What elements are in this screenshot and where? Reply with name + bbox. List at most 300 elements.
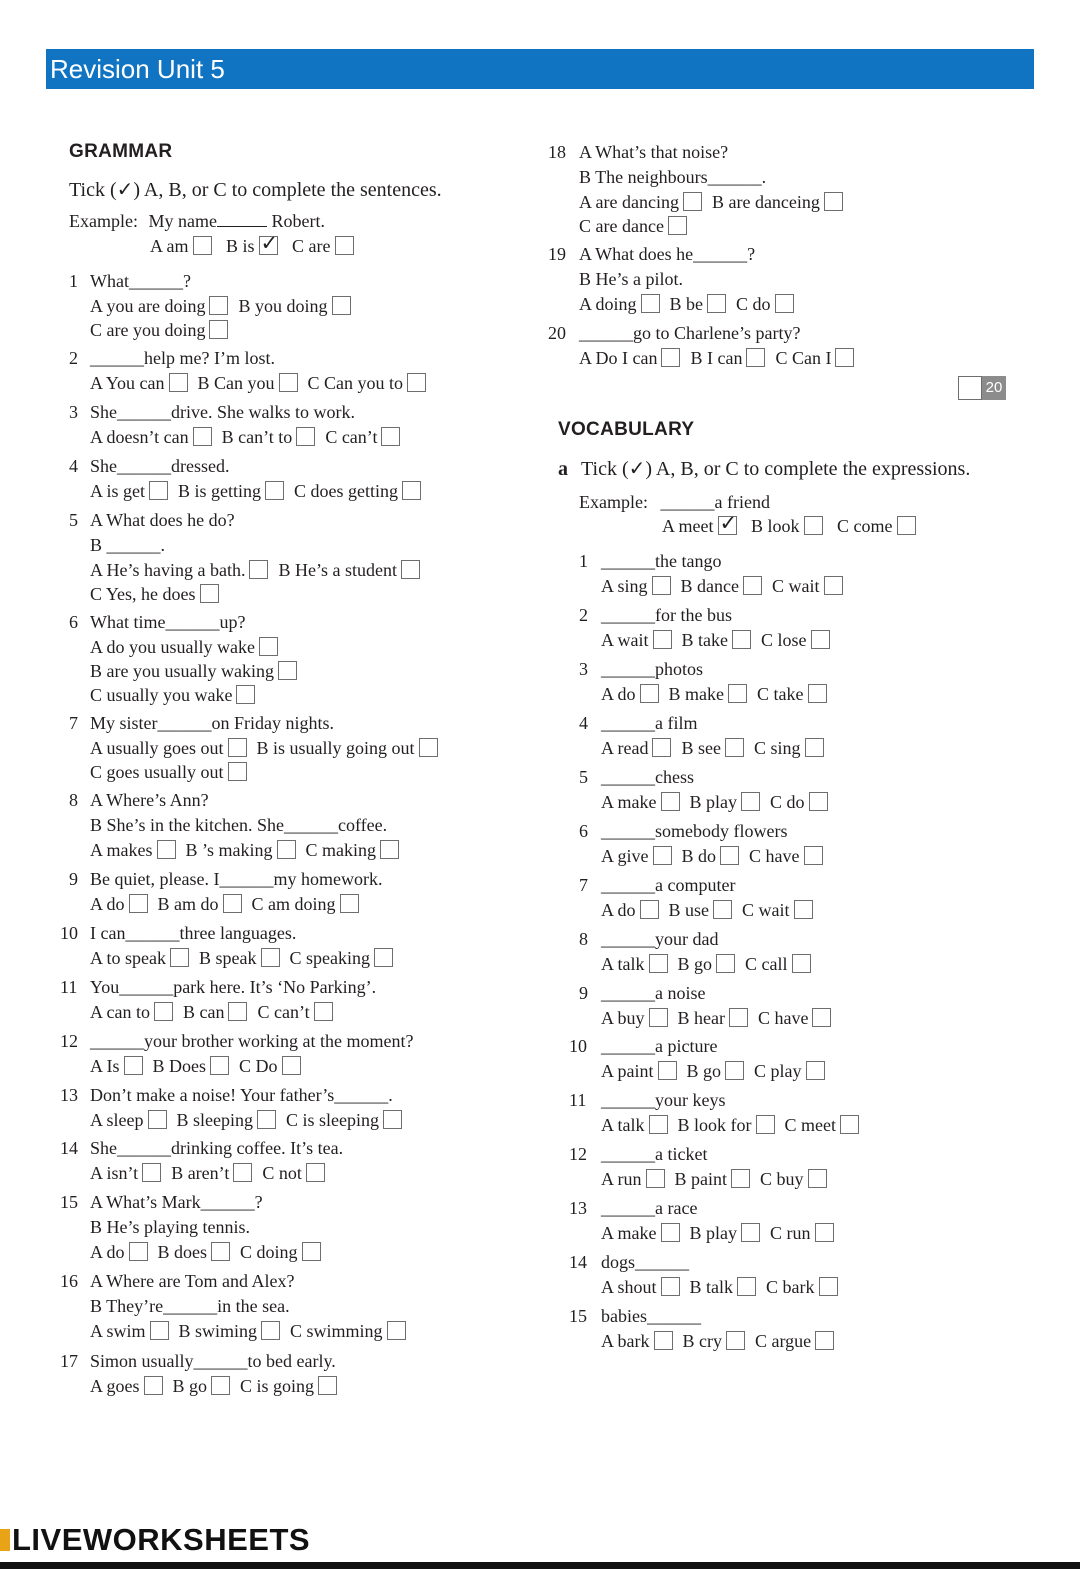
question-number: 13 (569, 1198, 587, 1218)
checkbox[interactable] (649, 954, 668, 973)
answer-options (601, 1114, 869, 1136)
answer-options (601, 1222, 844, 1244)
checkbox[interactable] (314, 1002, 333, 1021)
option-label: B look (751, 516, 800, 536)
checkbox[interactable] (228, 1002, 247, 1021)
unit-title-banner: Revision Unit 5 (46, 49, 1034, 89)
option-label: A you are doing (90, 296, 206, 316)
checkbox[interactable] (741, 1223, 760, 1242)
grammar-score (958, 376, 1006, 400)
option-label: B does (157, 1242, 208, 1262)
checkbox[interactable] (277, 840, 296, 859)
option-label: C call (745, 954, 788, 974)
checkbox[interactable] (668, 216, 687, 235)
option-label: A make (601, 1223, 657, 1243)
grammar-example-options (150, 235, 364, 257)
checkbox[interactable] (380, 840, 399, 859)
checkbox[interactable] (129, 1242, 148, 1261)
vocabulary-example-options (662, 515, 926, 537)
answer-options (90, 660, 307, 682)
answer-options (90, 295, 361, 317)
checkbox[interactable] (812, 1008, 831, 1027)
option-label: A Do I can (579, 348, 658, 368)
checkbox[interactable] (332, 296, 351, 315)
option-label: B hear (677, 1008, 725, 1028)
checkbox[interactable] (259, 637, 278, 656)
checkbox[interactable] (808, 1169, 827, 1188)
checkbox[interactable] (236, 685, 255, 704)
checkbox[interactable] (835, 348, 854, 367)
checkbox[interactable] (731, 1169, 750, 1188)
option-label: B talk (689, 1277, 734, 1297)
checkbox[interactable] (819, 1277, 838, 1296)
question-text: dogs______ (601, 1252, 690, 1272)
question-number: 17 (60, 1351, 78, 1371)
question-text: I can______three languages. (90, 923, 297, 943)
checkbox[interactable] (383, 1110, 402, 1129)
question-text: B The neighbours______. (579, 167, 767, 187)
answer-options (90, 947, 403, 969)
option-label: B ’s making (185, 840, 273, 860)
question-number: 18 (548, 142, 566, 162)
question-number: 2 (579, 605, 588, 625)
option-label: A do you usually wake (90, 637, 255, 657)
question-number: 10 (60, 923, 78, 943)
option-label: C Yes, he does (90, 584, 196, 604)
option-label: A talk (601, 1115, 645, 1135)
checkbox[interactable] (124, 1056, 143, 1075)
answer-options (601, 899, 823, 921)
question-number: 11 (569, 1090, 587, 1110)
option-label: B swiming (178, 1321, 258, 1341)
checkbox[interactable] (897, 516, 916, 535)
option-label: B is getting (178, 481, 262, 501)
checkbox[interactable] (683, 192, 702, 211)
checkbox[interactable] (713, 900, 732, 919)
checkbox[interactable] (661, 1277, 680, 1296)
option-label: B aren’t (171, 1163, 230, 1183)
option-label: A wait (601, 630, 649, 650)
answer-options (579, 191, 853, 213)
option-label: C are dance (579, 216, 664, 236)
checkbox[interactable] (728, 684, 747, 703)
checkbox[interactable] (261, 948, 280, 967)
checkbox[interactable] (809, 792, 828, 811)
answer-options (601, 1168, 837, 1190)
answer-options (90, 893, 369, 915)
option-label: C am doing (251, 894, 336, 914)
logo-text: LIVEWORKSHEETS (12, 1522, 311, 1557)
question-text: ______a noise (601, 983, 706, 1003)
question-text: Be quiet, please. I______my homework. (90, 869, 383, 889)
question-text: My sister______on Friday nights. (90, 713, 335, 733)
answer-options (579, 347, 864, 369)
option-label: B take (681, 630, 728, 650)
answer-options (90, 1055, 311, 1077)
checkbox[interactable] (144, 1376, 163, 1395)
checkbox[interactable] (658, 1061, 677, 1080)
option-label: C does getting (294, 481, 399, 501)
checkbox[interactable] (641, 294, 660, 313)
option-label: A paint (601, 1061, 654, 1081)
checkbox[interactable] (743, 576, 762, 595)
option-label: C wait (742, 900, 790, 920)
option-label: A goes (90, 1376, 140, 1396)
question-text: ______help me? I’m lost. (90, 348, 275, 368)
example-text-b: Robert. (271, 211, 325, 231)
question-text: A What’s Mark______? (90, 1192, 263, 1212)
checkbox[interactable] (652, 738, 671, 757)
checkbox[interactable] (824, 576, 843, 595)
checkbox-checked[interactable] (718, 516, 737, 535)
option-label: B are you usually waking (90, 661, 274, 681)
checkbox[interactable] (318, 1376, 337, 1395)
vocabulary-instruction (558, 457, 970, 481)
checkbox[interactable] (804, 846, 823, 865)
checkbox[interactable] (661, 792, 680, 811)
checkbox[interactable] (282, 1056, 301, 1075)
question-number: 6 (69, 612, 78, 632)
checkbox[interactable] (741, 792, 760, 811)
checkbox[interactable] (211, 1242, 230, 1261)
option-label: A doesn’t can (90, 427, 189, 447)
checkbox[interactable] (805, 738, 824, 757)
grammar-heading: GRAMMAR (69, 141, 173, 162)
option-label: C swimming (290, 1321, 383, 1341)
answer-options (601, 1330, 844, 1352)
option-label: B go (172, 1376, 208, 1396)
question-number: 14 (569, 1252, 587, 1272)
checkbox[interactable] (407, 373, 426, 392)
option-label: A make (601, 792, 657, 812)
answer-options (90, 319, 238, 341)
option-label: C Do (239, 1056, 278, 1076)
grammar-instruction: Tick (✓) A, B, or C to complete the sentences. (69, 179, 442, 201)
checkbox[interactable] (804, 516, 823, 535)
question-text: ______your keys (601, 1090, 726, 1110)
option-label: A isn’t (90, 1163, 139, 1183)
checkbox[interactable] (278, 661, 297, 680)
question-text: Don’t make a noise! Your father’s______. (90, 1085, 393, 1105)
question-number: 14 (60, 1138, 78, 1158)
question-text: What______? (90, 271, 191, 291)
checkbox[interactable] (170, 948, 189, 967)
question-text: ______your dad (601, 929, 719, 949)
option-label: B use (668, 900, 710, 920)
option-label: B are danceing (711, 192, 820, 212)
option-label: B He’s a student (278, 560, 397, 580)
option-label: A usually goes out (90, 738, 224, 758)
checkbox[interactable] (649, 1115, 668, 1134)
logo-mark-icon (0, 1529, 10, 1551)
checkbox[interactable] (661, 348, 680, 367)
checkbox[interactable] (211, 1376, 230, 1395)
question-number: 9 (69, 869, 78, 889)
answer-options (90, 1001, 343, 1023)
question-text: A Where are Tom and Alex? (90, 1271, 295, 1291)
question-number: 8 (579, 929, 588, 949)
option-label: A do (601, 900, 636, 920)
question-text: B She’s in the kitchen. She______coffee. (90, 815, 388, 835)
checkbox[interactable] (402, 481, 421, 500)
checkbox[interactable] (652, 576, 671, 595)
answer-options (90, 761, 257, 783)
option-label: A sing (601, 576, 648, 596)
question-text: ______somebody flowers (601, 821, 788, 841)
instruction-text: Tick (✓) A, B, or C to complete the expressions. (581, 458, 971, 480)
question-number: 15 (60, 1192, 78, 1212)
checkbox[interactable] (210, 1056, 229, 1075)
option-label: A doing (579, 294, 637, 314)
answer-options (90, 636, 288, 658)
option-label: C argue (755, 1331, 812, 1351)
checkbox[interactable] (193, 427, 212, 446)
option-label: C play (754, 1061, 802, 1081)
answer-options (90, 1320, 416, 1342)
checkbox[interactable] (223, 894, 242, 913)
checkbox[interactable] (806, 1061, 825, 1080)
question-text: ______a race (601, 1198, 698, 1218)
option-label: A am (150, 236, 189, 256)
checkbox[interactable] (228, 762, 247, 781)
option-label: C run (770, 1223, 811, 1243)
checkbox[interactable] (640, 684, 659, 703)
checkbox[interactable] (209, 296, 228, 315)
option-label: C Can you to (307, 373, 404, 393)
checkbox[interactable] (149, 481, 168, 500)
answer-options (601, 953, 821, 975)
question-number: 11 (60, 977, 78, 997)
question-number: 1 (69, 271, 78, 291)
question-text: ______the tango (601, 551, 722, 571)
checkbox[interactable] (840, 1115, 859, 1134)
example-label: Example: (579, 492, 648, 512)
option-label: C can’t (325, 427, 378, 447)
option-label: B is usually going out (256, 738, 415, 758)
checkbox[interactable] (157, 840, 176, 859)
question-number: 10 (569, 1036, 587, 1056)
answer-options (90, 684, 265, 706)
option-label: A meet (662, 516, 714, 536)
checkbox[interactable] (792, 954, 811, 973)
option-label: C is sleeping (286, 1110, 379, 1130)
checkbox[interactable] (720, 846, 739, 865)
checkbox[interactable] (169, 373, 188, 392)
option-label: B Does (152, 1056, 207, 1076)
option-label: B look for (677, 1115, 752, 1135)
checkbox[interactable] (815, 1223, 834, 1242)
answer-options (90, 1241, 331, 1263)
checkbox[interactable] (725, 1061, 744, 1080)
checkbox[interactable] (729, 1008, 748, 1027)
checkbox[interactable] (811, 630, 830, 649)
checkbox[interactable] (340, 894, 359, 913)
option-label: C speaking (289, 948, 370, 968)
checkbox[interactable] (265, 481, 284, 500)
answer-options (90, 839, 409, 861)
checkbox[interactable] (726, 1331, 745, 1350)
answer-options (90, 1375, 347, 1397)
checkbox[interactable] (419, 738, 438, 757)
option-label: B see (681, 738, 721, 758)
checkbox[interactable] (716, 954, 735, 973)
checkbox[interactable] (794, 900, 813, 919)
option-label: C can’t (257, 1002, 310, 1022)
checkbox[interactable] (381, 427, 400, 446)
question-text: ______a picture (601, 1036, 718, 1056)
checkbox[interactable] (335, 236, 354, 255)
checkbox[interactable] (193, 236, 212, 255)
question-text: A Where’s Ann? (90, 790, 209, 810)
checkbox-checked[interactable] (259, 236, 278, 255)
checkbox[interactable] (374, 948, 393, 967)
question-number: 7 (579, 875, 588, 895)
checkbox[interactable] (640, 900, 659, 919)
question-number: 1 (579, 551, 588, 571)
option-label: C are (292, 236, 331, 256)
option-label: B speak (199, 948, 257, 968)
question-text: ______a computer (601, 875, 736, 895)
checkbox[interactable] (775, 294, 794, 313)
question-number: 9 (579, 983, 588, 1003)
answer-options (579, 215, 697, 237)
question-number: 16 (60, 1271, 78, 1291)
question-text: She______drive. She walks to work. (90, 402, 355, 422)
checkbox[interactable] (649, 1008, 668, 1027)
option-label: A He’s having a bath. (90, 560, 246, 580)
option-label: B am do (157, 894, 219, 914)
checkbox[interactable] (306, 1163, 325, 1182)
option-label: C do (736, 294, 771, 314)
option-label: A run (601, 1169, 642, 1189)
question-number: 12 (569, 1144, 587, 1164)
checkbox[interactable] (756, 1115, 775, 1134)
checkbox[interactable] (209, 320, 228, 339)
checkbox[interactable] (654, 1331, 673, 1350)
option-label: B can (183, 1002, 225, 1022)
option-label: A shout (601, 1277, 657, 1297)
option-label: B you doing (238, 296, 328, 316)
answer-options (601, 1276, 848, 1298)
option-label: C not (262, 1163, 302, 1183)
question-text: You______park here. It’s ‘No Parking’. (90, 977, 377, 997)
question-text: A What’s that noise? (579, 142, 729, 162)
option-label: C lose (761, 630, 807, 650)
answer-options (90, 559, 430, 581)
checkbox[interactable] (302, 1242, 321, 1261)
checkbox[interactable] (154, 1002, 173, 1021)
question-text: B ______. (90, 535, 166, 555)
question-number: 19 (548, 244, 566, 264)
checkbox[interactable] (653, 630, 672, 649)
checkbox[interactable] (815, 1331, 834, 1350)
checkbox[interactable] (732, 630, 751, 649)
example-text: ______a friend (660, 492, 770, 512)
question-text: A What does he______? (579, 244, 756, 264)
checkbox[interactable] (249, 560, 268, 579)
question-text: What time______up? (90, 612, 246, 632)
bottom-rule (0, 1562, 1080, 1569)
option-label: C do (770, 792, 805, 812)
question-number: 20 (548, 323, 566, 343)
question-number: 5 (69, 510, 78, 530)
checkbox[interactable] (228, 738, 247, 757)
checkbox[interactable] (142, 1163, 161, 1182)
checkbox[interactable] (148, 1110, 167, 1129)
checkbox[interactable] (707, 294, 726, 313)
option-label: C have (749, 846, 800, 866)
option-label: C are you doing (90, 320, 206, 340)
checkbox[interactable] (737, 1277, 756, 1296)
example-text-a: My name (148, 211, 217, 231)
checkbox[interactable] (296, 427, 315, 446)
checkbox[interactable] (150, 1321, 169, 1340)
instruction-letter: a (558, 458, 568, 480)
answer-options (90, 372, 436, 394)
question-number: 12 (60, 1031, 78, 1051)
checkbox[interactable] (746, 348, 765, 367)
checkbox[interactable] (808, 684, 827, 703)
checkbox[interactable] (261, 1321, 280, 1340)
checkbox[interactable] (279, 373, 298, 392)
option-label: C come (837, 516, 893, 536)
option-label: A makes (90, 840, 153, 860)
checkbox[interactable] (725, 738, 744, 757)
question-text: B He’s a pilot. (579, 269, 683, 289)
option-label: C have (758, 1008, 809, 1028)
checkbox[interactable] (233, 1163, 252, 1182)
option-label: B cry (682, 1331, 722, 1351)
option-label: C buy (760, 1169, 804, 1189)
option-label: B be (669, 294, 704, 314)
option-label: C wait (772, 576, 820, 596)
answer-options (579, 293, 804, 315)
checkbox[interactable] (653, 846, 672, 865)
option-label: B go (677, 954, 713, 974)
option-label: C Can I (775, 348, 832, 368)
checkbox[interactable] (646, 1169, 665, 1188)
checkbox[interactable] (257, 1110, 276, 1129)
question-text: B They’re______in the sea. (90, 1296, 290, 1316)
score-box[interactable] (958, 376, 982, 400)
question-text: ______photos (601, 659, 704, 679)
option-label: A do (90, 894, 125, 914)
option-label: B I can (690, 348, 743, 368)
checkbox[interactable] (387, 1321, 406, 1340)
question-text: ______chess (601, 767, 694, 787)
answer-options (90, 1162, 335, 1184)
answer-options (90, 737, 448, 759)
option-label: B sleeping (176, 1110, 253, 1130)
question-text: Simon usually______to bed early. (90, 1351, 336, 1371)
option-label: A Is (90, 1056, 120, 1076)
question-text: A What does he do? (90, 510, 235, 530)
checkbox[interactable] (401, 560, 420, 579)
option-label: C goes usually out (90, 762, 224, 782)
liveworksheets-logo (0, 1522, 310, 1558)
checkbox[interactable] (824, 192, 843, 211)
option-label: B do (681, 846, 717, 866)
option-label: A to speak (90, 948, 166, 968)
option-label: C take (757, 684, 804, 704)
option-label: C meet (784, 1115, 836, 1135)
question-number: 8 (69, 790, 78, 810)
checkbox[interactable] (200, 584, 219, 603)
checkbox[interactable] (129, 894, 148, 913)
checkbox[interactable] (661, 1223, 680, 1242)
question-number: 4 (579, 713, 588, 733)
question-text: ______a film (601, 713, 698, 733)
